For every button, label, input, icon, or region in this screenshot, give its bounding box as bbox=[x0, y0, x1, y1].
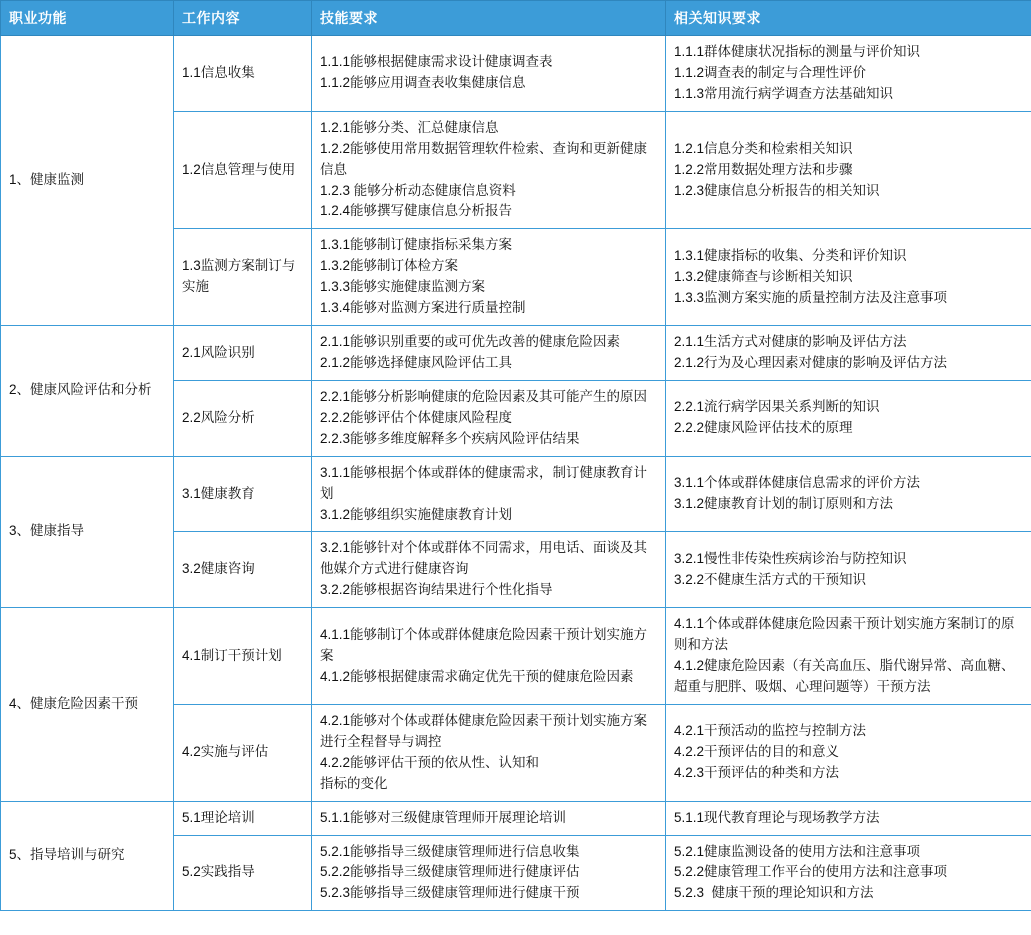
skill-line: 1.1.1能够根据健康需求设计健康调查表 bbox=[320, 54, 553, 70]
knowledge-requirement-cell bbox=[666, 532, 1031, 608]
knowledge-line: 3.1.2健康教育计划的制订原则和方法 bbox=[674, 496, 894, 512]
skill-line: 2.2.2能够评估个体健康风险程度 bbox=[320, 409, 513, 425]
skill-line: 5.1.1能够对三级健康管理师开展理论培训 bbox=[320, 809, 567, 825]
skill-requirement-cell bbox=[312, 326, 666, 381]
knowledge-requirement-cell bbox=[666, 801, 1031, 835]
skill-requirement-cell bbox=[312, 608, 666, 705]
knowledge-line: 3.2.1慢性非传染性疾病诊治与防控知识 bbox=[674, 550, 907, 566]
skill-line: 1.2.4能够撰写健康信息分析报告 bbox=[320, 203, 513, 219]
skill-requirement-cell bbox=[312, 380, 666, 456]
knowledge-line: 1.2.1信息分类和检索相关知识 bbox=[674, 140, 853, 156]
skill-line: 2.1.2能够选择健康风险评估工具 bbox=[320, 354, 513, 370]
skill-requirement-cell bbox=[312, 111, 666, 229]
knowledge-line: 2.1.1生活方式对健康的影响及评估方法 bbox=[674, 334, 907, 350]
header-occupational-function: 职业功能 bbox=[1, 1, 174, 36]
skill-line: 4.1.1能够制订个体或群体健康危险因素干预计划实施方案 bbox=[320, 626, 648, 663]
skill-line: 1.3.3能够实施健康监测方案 bbox=[320, 279, 486, 295]
knowledge-line: 1.3.3监测方案实施的质量控制方法及注意事项 bbox=[674, 289, 948, 305]
knowledge-line: 4.2.2干预评估的目的和意义 bbox=[674, 744, 840, 760]
occupational-function-cell: 2、健康风险评估和分析 bbox=[1, 326, 174, 457]
skill-requirement-cell bbox=[312, 532, 666, 608]
skill-line: 5.2.2能够指导三级健康管理师进行健康评估 bbox=[320, 864, 580, 880]
knowledge-requirement-cell bbox=[666, 111, 1031, 229]
knowledge-line: 1.1.2调查表的制定与合理性评价 bbox=[674, 64, 867, 80]
skill-requirement-cell bbox=[312, 835, 666, 911]
knowledge-requirement-cell bbox=[666, 380, 1031, 456]
knowledge-line: 5.2.3 健康干预的理论知识和方法 bbox=[674, 885, 874, 901]
knowledge-line: 1.3.1健康指标的收集、分类和评价知识 bbox=[674, 247, 907, 263]
knowledge-line: 5.2.1健康监测设备的使用方法和注意事项 bbox=[674, 843, 921, 859]
skill-line: 3.2.1能够针对个体或群体不同需求，用电话、面谈及其他媒介方式进行健康咨询 bbox=[320, 540, 648, 577]
table-body bbox=[1, 36, 1031, 911]
knowledge-line: 4.2.3干预评估的种类和方法 bbox=[674, 765, 840, 781]
knowledge-line: 2.2.1流行病学因果关系判断的知识 bbox=[674, 399, 880, 415]
skill-requirement-cell bbox=[312, 456, 666, 532]
knowledge-requirement-cell bbox=[666, 704, 1031, 801]
table-row bbox=[1, 326, 1031, 381]
knowledge-requirement-cell bbox=[666, 835, 1031, 911]
skill-line: 3.2.2能够根据咨询结果进行个性化指导 bbox=[320, 582, 553, 598]
skill-requirement-cell bbox=[312, 229, 666, 326]
skill-line: 1.3.4能够对监测方案进行质量控制 bbox=[320, 300, 526, 316]
knowledge-line: 2.1.2行为及心理因素对健康的影响及评估方法 bbox=[674, 354, 948, 370]
work-content-cell: 3.2健康咨询 bbox=[174, 532, 312, 608]
skill-line: 1.3.2能够制订体检方案 bbox=[320, 258, 459, 274]
knowledge-requirement-cell bbox=[666, 456, 1031, 532]
knowledge-requirement-cell bbox=[666, 229, 1031, 326]
header-skill-requirement: 技能要求 bbox=[312, 1, 666, 36]
header-knowledge-requirement: 相关知识要求 bbox=[666, 1, 1031, 36]
knowledge-line: 2.2.2健康风险评估技术的原理 bbox=[674, 420, 853, 436]
skill-line: 1.2.3 能够分析动态健康信息资料 bbox=[320, 182, 516, 198]
skill-requirement-cell bbox=[312, 36, 666, 112]
skill-line: 3.1.2能够组织实施健康教育计划 bbox=[320, 506, 513, 522]
table-header bbox=[1, 1, 1031, 36]
knowledge-line: 4.2.1干预活动的监控与控制方法 bbox=[674, 723, 867, 739]
table-row bbox=[1, 456, 1031, 532]
skill-line: 2.2.3能够多维度解释多个疾病风险评估结果 bbox=[320, 430, 580, 446]
knowledge-line: 5.1.1现代教育理论与现场教学方法 bbox=[674, 809, 880, 825]
knowledge-line: 1.2.3健康信息分析报告的相关知识 bbox=[674, 182, 880, 198]
header-work-content: 工作内容 bbox=[174, 1, 312, 36]
table-row bbox=[1, 608, 1031, 705]
skill-requirement-cell bbox=[312, 704, 666, 801]
knowledge-line: 1.3.2健康筛查与诊断相关知识 bbox=[674, 268, 853, 284]
skill-line: 1.2.1能够分类、汇总健康信息 bbox=[320, 119, 499, 135]
knowledge-requirement-cell bbox=[666, 36, 1031, 112]
knowledge-line: 1.1.3常用流行病学调查方法基础知识 bbox=[674, 85, 894, 101]
table-row bbox=[1, 801, 1031, 835]
knowledge-line: 3.2.2不健康生活方式的干预知识 bbox=[674, 571, 867, 587]
work-content-cell: 5.2实践指导 bbox=[174, 835, 312, 911]
skill-line: 5.2.1能够指导三级健康管理师进行信息收集 bbox=[320, 843, 580, 859]
occupational-function-cell: 1、健康监测 bbox=[1, 36, 174, 326]
knowledge-requirement-cell bbox=[666, 608, 1031, 705]
knowledge-line: 4.1.1个体或群体健康危险因素干预计划实施方案制订的原则和方法 bbox=[674, 616, 1015, 653]
skill-line: 指标的变化 bbox=[320, 775, 388, 791]
knowledge-requirement-cell bbox=[666, 326, 1031, 381]
skill-line: 1.1.2能够应用调查表收集健康信息 bbox=[320, 75, 526, 91]
work-content-cell: 2.1风险识别 bbox=[174, 326, 312, 381]
table-row bbox=[1, 36, 1031, 112]
work-content-cell: 1.2信息管理与使用 bbox=[174, 111, 312, 229]
work-content-cell: 1.3监测方案制订与实施 bbox=[174, 229, 312, 326]
work-content-cell: 3.1健康教育 bbox=[174, 456, 312, 532]
knowledge-line: 1.1.1群体健康状况指标的测量与评价知识 bbox=[674, 44, 921, 59]
skill-line: 2.1.1能够识别重要的或可优先改善的健康危险因素 bbox=[320, 334, 621, 350]
skill-requirement-cell bbox=[312, 801, 666, 835]
skill-line: 4.2.1能够对个体或群体健康危险因素干预计划实施方案进行全程督导与调控 bbox=[320, 712, 648, 749]
occupational-function-cell: 3、健康指导 bbox=[1, 456, 174, 608]
header-row bbox=[1, 1, 1031, 36]
skill-line: 1.2.2能够使用常用数据管理软件检索、查询和更新健康信息 bbox=[320, 140, 648, 177]
occupational-function-cell: 5、指导培训与研究 bbox=[1, 801, 174, 911]
work-content-cell: 4.2实施与评估 bbox=[174, 704, 312, 801]
work-content-cell: 5.1理论培训 bbox=[174, 801, 312, 835]
skill-line: 5.2.3能够指导三级健康管理师进行健康干预 bbox=[320, 885, 580, 901]
knowledge-line: 5.2.2健康管理工作平台的使用方法和注意事项 bbox=[674, 864, 948, 880]
knowledge-line: 1.2.2常用数据处理方法和步骤 bbox=[674, 161, 853, 177]
skill-line: 1.3.1能够制订健康指标采集方案 bbox=[320, 237, 513, 253]
knowledge-line: 3.1.1个体或群体健康信息需求的评价方法 bbox=[674, 475, 921, 491]
knowledge-line: 4.1.2健康危险因素（有关高血压、脂代谢异常、高血糖、超重与肥胖、吸烟、心理问题等）干预方法 bbox=[674, 658, 1015, 694]
skill-line: 3.1.1能够根据个体或群体的健康需求，制订健康教育计划 bbox=[320, 464, 648, 501]
work-content-cell: 1.1信息收集 bbox=[174, 36, 312, 112]
skill-line: 2.2.1能够分析影响健康的危险因素及其可能产生的原因 bbox=[320, 388, 648, 404]
work-content-cell: 2.2风险分析 bbox=[174, 380, 312, 456]
work-content-cell: 4.1制订干预计划 bbox=[174, 608, 312, 705]
occupational-function-cell: 4、健康危险因素干预 bbox=[1, 608, 174, 801]
skill-line: 4.2.2能够评估干预的依从性、认知和 bbox=[320, 754, 540, 770]
skill-line: 4.1.2能够根据健康需求确定优先干预的健康危险因素 bbox=[320, 668, 634, 684]
